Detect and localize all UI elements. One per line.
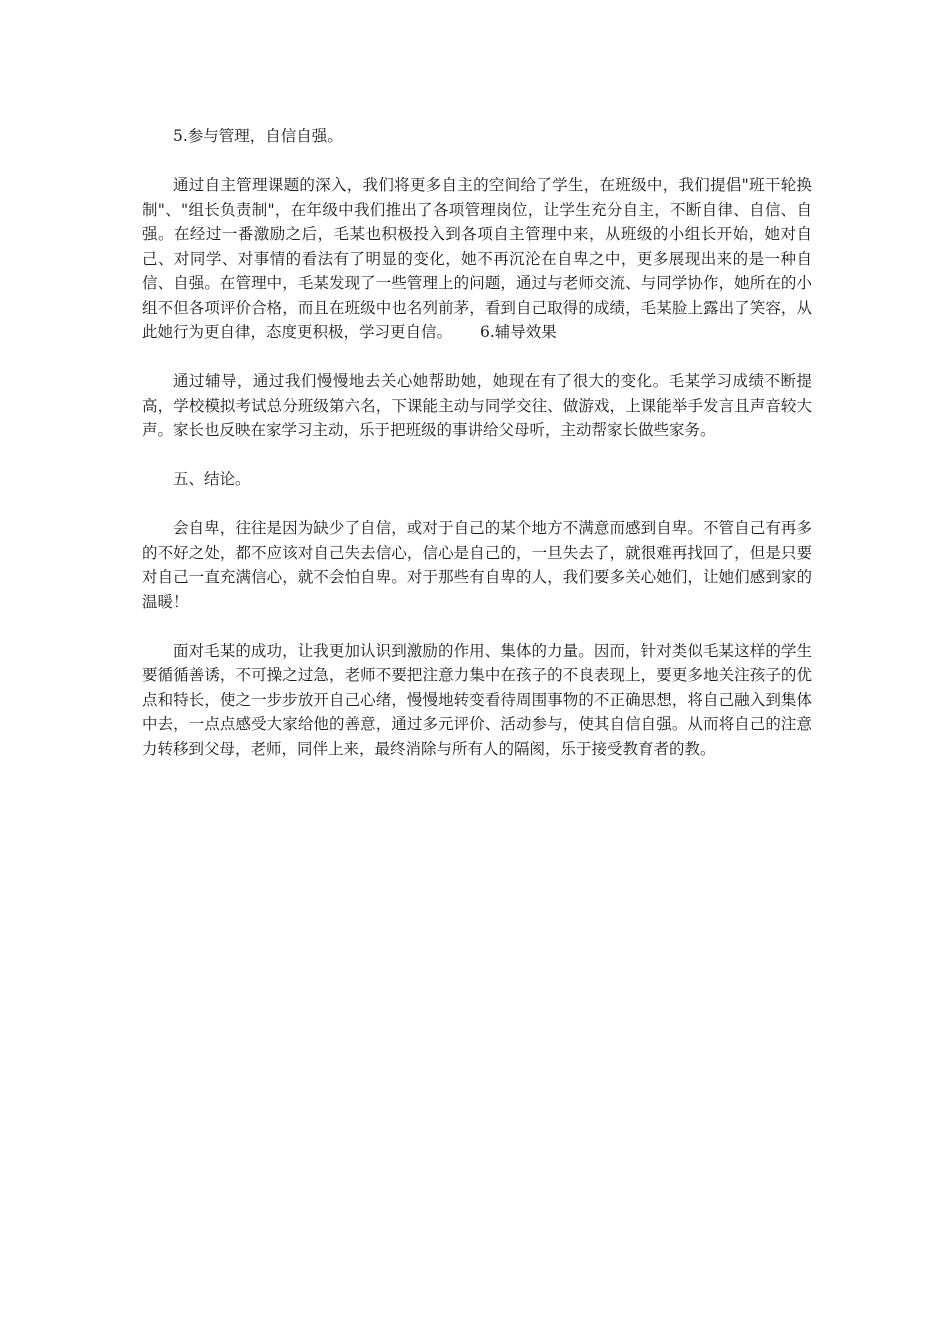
section-5-heading: 5.参与管理，自信自强。 — [173, 127, 343, 145]
section-5-paragraph — [142, 173, 812, 345]
conclusion-paragraph-1: 会自卑，往往是因为缺少了自信，或对于自己的某个地方不满意而感到自卑。不管自己有再多的不好之处，都不应该对自己失去信心，信心是自己的，一旦失去了，就很难再找回了，但是只要对自己一直充满信心，就不会怕自卑。对于那些有自卑的人，我们要多关心她们，让她们感到家的温暖！ — [142, 519, 812, 611]
document-body — [142, 124, 812, 761]
paragraph-gap — [142, 614, 812, 639]
conclusion-paragraph-2: 面对毛某的成功，让我更加认识到激励的作用、集体的力量。因而，针对类似毛某这样的学生要循循善诱，不可操之过急，老师不要把注意力集中在孩子的不良表现上，要更多地关注孩子的优点和特长，使之一步步放开自己心绪，慢慢地转变看待周围事物的不正确思想，将自己融入到集体中去，一点点感受大家给他的善意，通过多元评价、活动参与，使其自信自强。从而将自己的注意力转移到父母，老师，同伴上来，最终消除与所有人的隔阂，乐于接受教育者的教。 — [142, 641, 812, 758]
paragraph-gap — [142, 149, 812, 174]
paragraph-gap — [142, 443, 812, 468]
paragraph-gap — [142, 345, 812, 370]
conclusion-heading: 五、结论。 — [173, 470, 251, 488]
section-6-heading: 6.辅导效果 — [480, 323, 557, 341]
section-6-paragraph: 通过辅导，通过我们慢慢地去关心她帮助她，她现在有了很大的变化。毛某学习成绩不断提高，学校模拟考试总分班级第六名，下课能主动与同学交往、做游戏，上课能举手发言且声音较大声。家长也反映在家学习主动，乐于把班级的事讲给父母听，主动帮家长做些家务。 — [142, 372, 812, 439]
section-5-body: 通过自主管理课题的深入，我们将更多自主的空间给了学生，在班级中，我们提倡"班干轮换制"、"组长负责制"，在年级中我们推出了各项管理岗位，让学生充分自主，不断自律、自信、自强。在经过一番激励之后，毛某也积极投入到各项自主管理中来，从班级的小组长开始，她对自己、对同学、对事情的看法有了明显的变化，她不再沉沦在自卑之中，更多展现出来的是一种自信、自强。在管理中，毛某发现了一些管理上的问题，通过与老师交流、与同学协作，她所在的小组不但各项评价合格，而且在班级中也名列前茅，看到自己取得的成绩，毛某脸上露出了笑容，从此她行为更自律，态度更积极，学习更自信。 — [142, 176, 812, 341]
paragraph-gap — [142, 492, 812, 517]
